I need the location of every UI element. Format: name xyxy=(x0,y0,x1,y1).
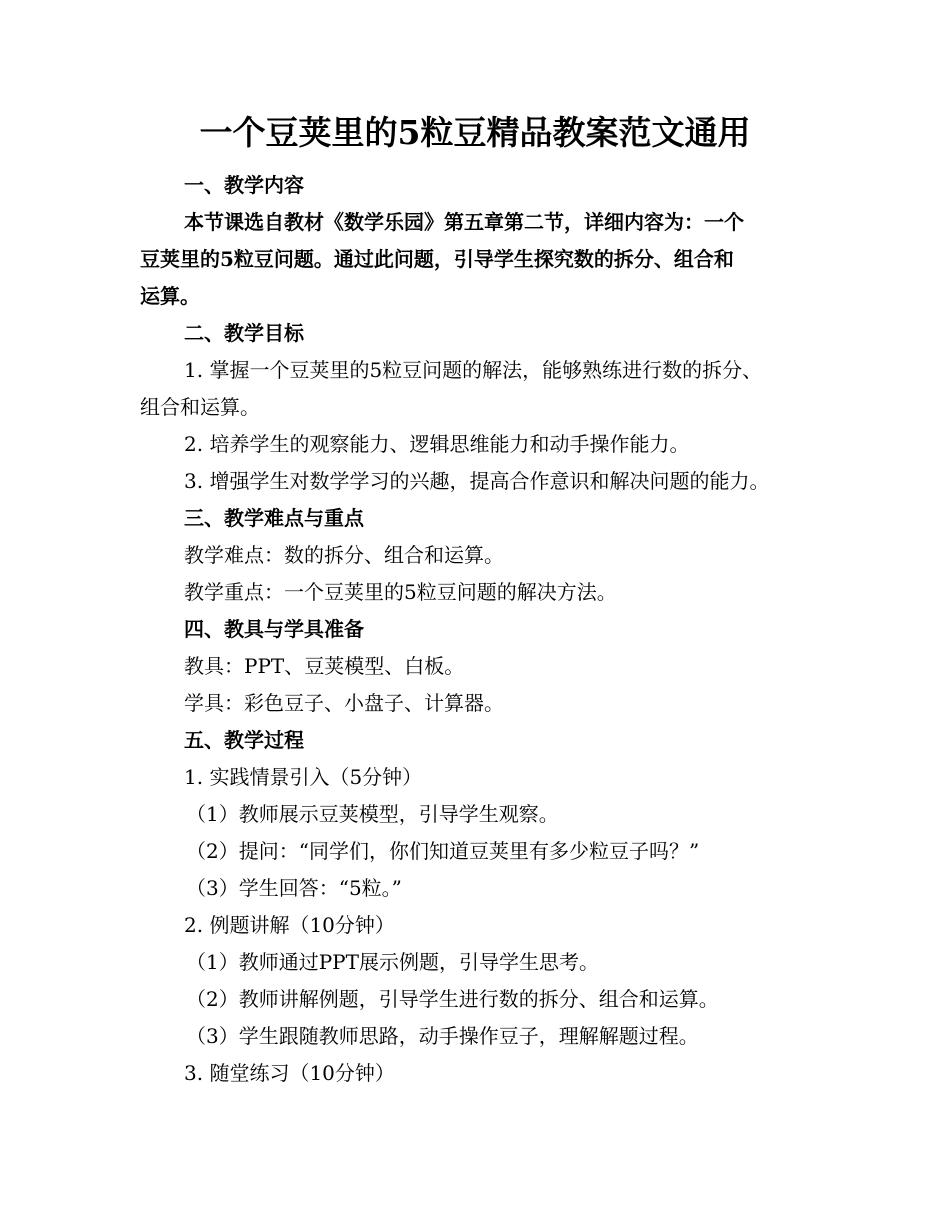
process-step-1-a: （1）教师展示豆荚模型，引导学生观察。 xyxy=(186,802,559,826)
document-title: 一个豆荚里的5粒豆精品教案范文通用 xyxy=(199,113,751,152)
key-point-text: 教学重点：一个豆荚里的5粒豆问题的解决方法。 xyxy=(184,580,617,604)
process-step-1-c: （3）学生回答：“5粒。” xyxy=(186,876,402,900)
process-step-1: 1. 实践情景引入（5分钟） xyxy=(184,765,423,789)
process-step-2: 2. 例题讲解（10分钟） xyxy=(184,913,395,937)
goal-1-line-1: 1. 掌握一个豆荚里的5粒豆问题的解法，能够熟练进行数的拆分、 xyxy=(184,358,763,382)
goal-2: 2. 培养学生的观察能力、逻辑思维能力和动手操作能力。 xyxy=(184,432,690,456)
teacher-materials: 教具：PPT、豆荚模型、白板。 xyxy=(184,654,465,678)
content-paragraph-line-1: 本节课选自教材《数学乐园》第五章第二节，详细内容为：一个 xyxy=(184,210,744,234)
difficulty-text: 教学难点：数的拆分、组合和运算。 xyxy=(184,543,504,567)
process-step-2-c: （3）学生跟随教师思路，动手操作豆子，理解解题过程。 xyxy=(186,1024,699,1048)
content-paragraph-line-3: 运算。 xyxy=(140,284,200,308)
section-heading-goals: 二、教学目标 xyxy=(184,321,304,345)
process-step-1-b: （2）提问：“同学们，你们知道豆荚里有多少粒豆子吗？” xyxy=(186,839,700,863)
goal-3: 3. 增强学生对数学学习的兴趣，提高合作意识和解决问题的能力。 xyxy=(184,469,770,493)
process-step-2-b: （2）教师讲解例题，引导学生进行数的拆分、组合和运算。 xyxy=(186,987,719,1011)
section-heading-difficulty: 三、教学难点与重点 xyxy=(184,506,364,530)
student-materials: 学具：彩色豆子、小盘子、计算器。 xyxy=(184,691,504,715)
section-heading-materials: 四、教具与学具准备 xyxy=(184,617,364,641)
section-heading-content: 一、教学内容 xyxy=(184,173,304,197)
process-step-2-a: （1）教师通过PPT展示例题，引导学生思考。 xyxy=(186,950,599,974)
process-step-3: 3. 随堂练习（10分钟） xyxy=(184,1061,395,1085)
content-paragraph-line-2: 豆荚里的5粒豆问题。通过此问题，引导学生探究数的拆分、组合和 xyxy=(140,247,734,271)
section-heading-process: 五、教学过程 xyxy=(184,728,304,752)
goal-1-line-2: 组合和运算。 xyxy=(140,395,260,419)
